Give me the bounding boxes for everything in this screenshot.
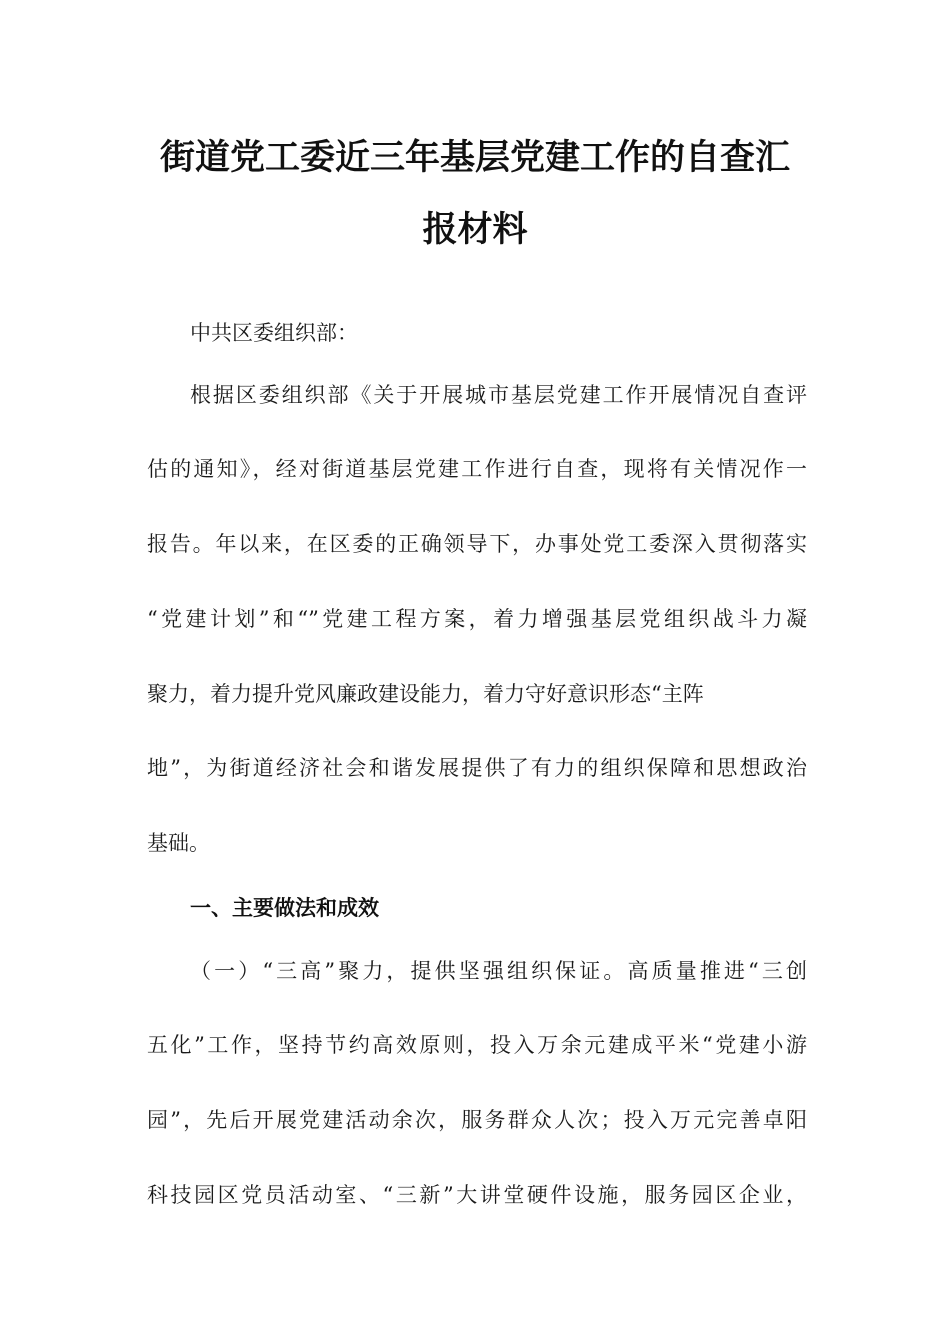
- salutation: 中共区委组织部：: [190, 321, 358, 345]
- paragraph-line: 地”，为街道经济社会和谐发展提供了有力的组织保障和思想政治: [147, 756, 807, 780]
- section-paragraph-line: （一）“三高”聚力，提供坚强组织保证。高质量推进“三创: [190, 959, 807, 983]
- section-paragraph-line: 园”，先后开展党建活动余次，服务群众人次；投入万元完善卓阳: [147, 1108, 807, 1132]
- section-paragraph-line: 五化”工作，坚持节约高效原则，投入万余元建成平米“党建小游: [147, 1033, 807, 1057]
- paragraph-line: 估的通知》，经对街道基层党建工作进行自查，现将有关情况作一: [147, 457, 807, 481]
- paragraph-line: 根据区委组织部《关于开展城市基层党建工作开展情况自查评: [190, 383, 807, 407]
- document-title-line-2: 报材料: [422, 210, 528, 250]
- paragraph-line: 报告。年以来，在区委的正确领导下，办事处党工委深入贯彻落实: [147, 532, 807, 556]
- section-paragraph-line: 科技园区党员活动室、“三新”大讲堂硬件设施，服务园区企业，: [147, 1183, 807, 1207]
- paragraph-line: 聚力，着力提升党风廉政建设能力，着力守好意识形态“主阵: [147, 682, 704, 706]
- document-title-line-1: 街道党工委近三年基层党建工作的自查汇: [159, 138, 790, 178]
- paragraph-line: “党建计划”和“”党建工程方案，着力增强基层党组织战斗力凝: [147, 607, 807, 631]
- paragraph-line: 基础。: [147, 831, 210, 855]
- section-heading: 一、主要做法和成效: [190, 896, 379, 920]
